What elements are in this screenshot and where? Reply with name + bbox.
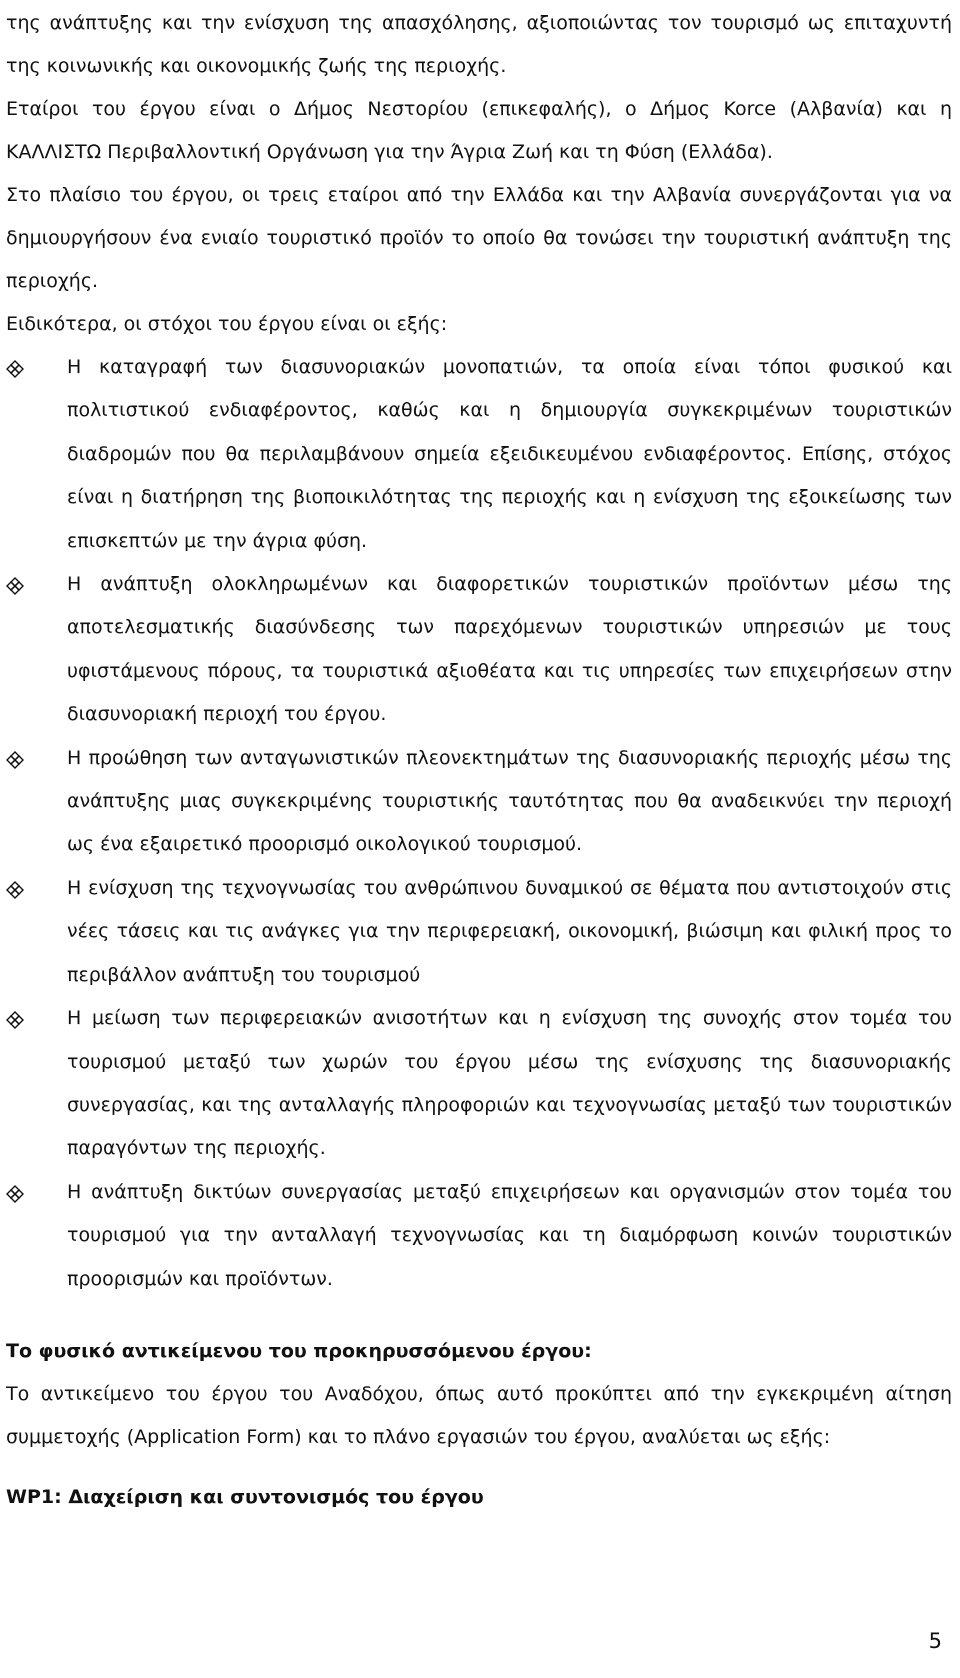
objective-text: Η ενίσχυση της τεχνογνωσίας του ανθρώπινου δυναμικού σε θέματα που αντιστοιχούν στις νέες τάσεις και τις ανάγκες για την περιφερειακή, οικονομική, βιώσιμη και φιλική προς το περιβάλλον ανάπτυξη του τουρισμού bbox=[67, 876, 952, 986]
wp1-heading: WP1: Διαχείριση και συντονισμός του έργου bbox=[6, 1485, 484, 1508]
diamond-bullet-icon bbox=[6, 360, 24, 378]
diamond-bullet-icon bbox=[6, 751, 24, 769]
objectives-intro: Ειδικότερα, οι στόχοι του έργου είναι οι εξής: bbox=[6, 313, 448, 335]
physical-object-heading: Το φυσικό αντικείμενου του προκηρυσσόμενου έργου: bbox=[6, 1339, 592, 1362]
objective-text: Η καταγραφή των διασυνοριακών μονοπατιών, τα οποία είναι τόποι φυσικού και πολιτιστικού ενδιαφέροντος, καθώς και η δημιουργία συγκεκριμένων τουριστικών διαδρομών που θα περιλαμβάνουν σημεία εξειδικευμένου ενδιαφέροντος. Επίσης, στόχος είναι η διατήρηση της βιοποικιλότητας της περιοχής και η ενίσχυση της εξοικείωσης των επισκεπτών με την άγρια φύση. bbox=[67, 356, 952, 552]
objective-item bbox=[6, 346, 952, 563]
objective-text: Η ανάπτυξη ολοκληρωμένων και διαφορετικών τουριστικών προϊόντων μέσω της αποτελεσματικής διασύνδεσης των παρεχόμενων τουριστικών υπηρεσιών με τους υφιστάμενους πόρους, τα τουριστικά αξιοθέατα και τις υπηρεσίες των επιχειρήσεων στην διασυνοριακή περιοχή του έργου. bbox=[67, 573, 952, 726]
page-number: 5 bbox=[928, 1629, 942, 1653]
diamond-bullet-icon bbox=[6, 1011, 24, 1029]
objective-item bbox=[6, 737, 952, 867]
intro-paragraph-framework: Στο πλαίσιο του έργου, οι τρεις εταίροι από την Ελλάδα και την Αλβανία συνεργάζονται για να δημιουργήσουν ένα ενιαίο τουριστικό προϊόν το οποίο θα τονώσει την τουριστική ανάπτυξη της περιοχής. bbox=[6, 184, 952, 292]
spacer bbox=[6, 1301, 952, 1330]
diamond-bullet-icon bbox=[6, 577, 24, 595]
physical-object-text: Το αντικείμενο του έργου του Αναδόχου, όπως αυτό προκύπτει από την εγκεκριμένη αίτηση συμμετοχής (Application Form) και το πλάνο εργασιών του έργου, αναλύεται ως εξής: bbox=[6, 1382, 952, 1448]
spacer bbox=[6, 1459, 952, 1476]
intro-paragraph-1: της ανάπτυξης και την ενίσχυση της απασχόλησης, αξιοποιώντας τον τουρισμό ως επιταχυντή της κοινωνικής και οικονομικής ζωής της περιοχής. bbox=[6, 12, 952, 77]
objective-item bbox=[6, 563, 952, 737]
diamond-bullet-icon bbox=[6, 1185, 24, 1203]
objective-text: Η ανάπτυξη δικτύων συνεργασίας μεταξύ επιχειρήσεων και οργανισμών στον τομέα του τουρισμού για την ανταλλαγή τεχνογνωσίας και τη διαμόρφωση κοινών τουριστικών προορισμών και προϊόντων. bbox=[67, 1180, 952, 1290]
objectives-list bbox=[6, 346, 952, 1301]
objective-item bbox=[6, 1171, 952, 1301]
objective-text: Η προώθηση των ανταγωνιστικών πλεονεκτημάτων της διασυνοριακής περιοχής μέσω της ανάπτυξης μιας συγκεκριμένης τουριστικής ταυτότητας που θα αναδεικνύει την περιοχή ως ένα εξαιρετικό προορισμό οικολογικού τουρισμού. bbox=[67, 746, 952, 856]
objective-item bbox=[6, 867, 952, 997]
objective-text: Η μείωση των περιφερειακών ανισοτήτων και η ενίσχυση της συνοχής στον τομέα του τουρισμού μεταξύ των χωρών του έργου μέσω της ενίσχυσης της διασυνοριακής συνεργασίας, και της ανταλλαγής πληροφοριών και τεχνογνωσίας μεταξύ των τουριστικών παραγόντων της περιοχής. bbox=[67, 1007, 952, 1160]
diamond-bullet-icon bbox=[6, 881, 24, 899]
intro-paragraph-partners: Εταίροι του έργου είναι ο Δήμος Νεστορίου (επικεφαλής), ο Δήμος Korce (Αλβανία) και η ΚΑΛΛΙΣΤΩ Περιβαλλοντική Οργάνωση για την Άγρια Ζωή και τη Φύση (Ελλάδα). bbox=[6, 98, 952, 163]
document-page bbox=[6, 2, 952, 1519]
objective-item bbox=[6, 997, 952, 1171]
